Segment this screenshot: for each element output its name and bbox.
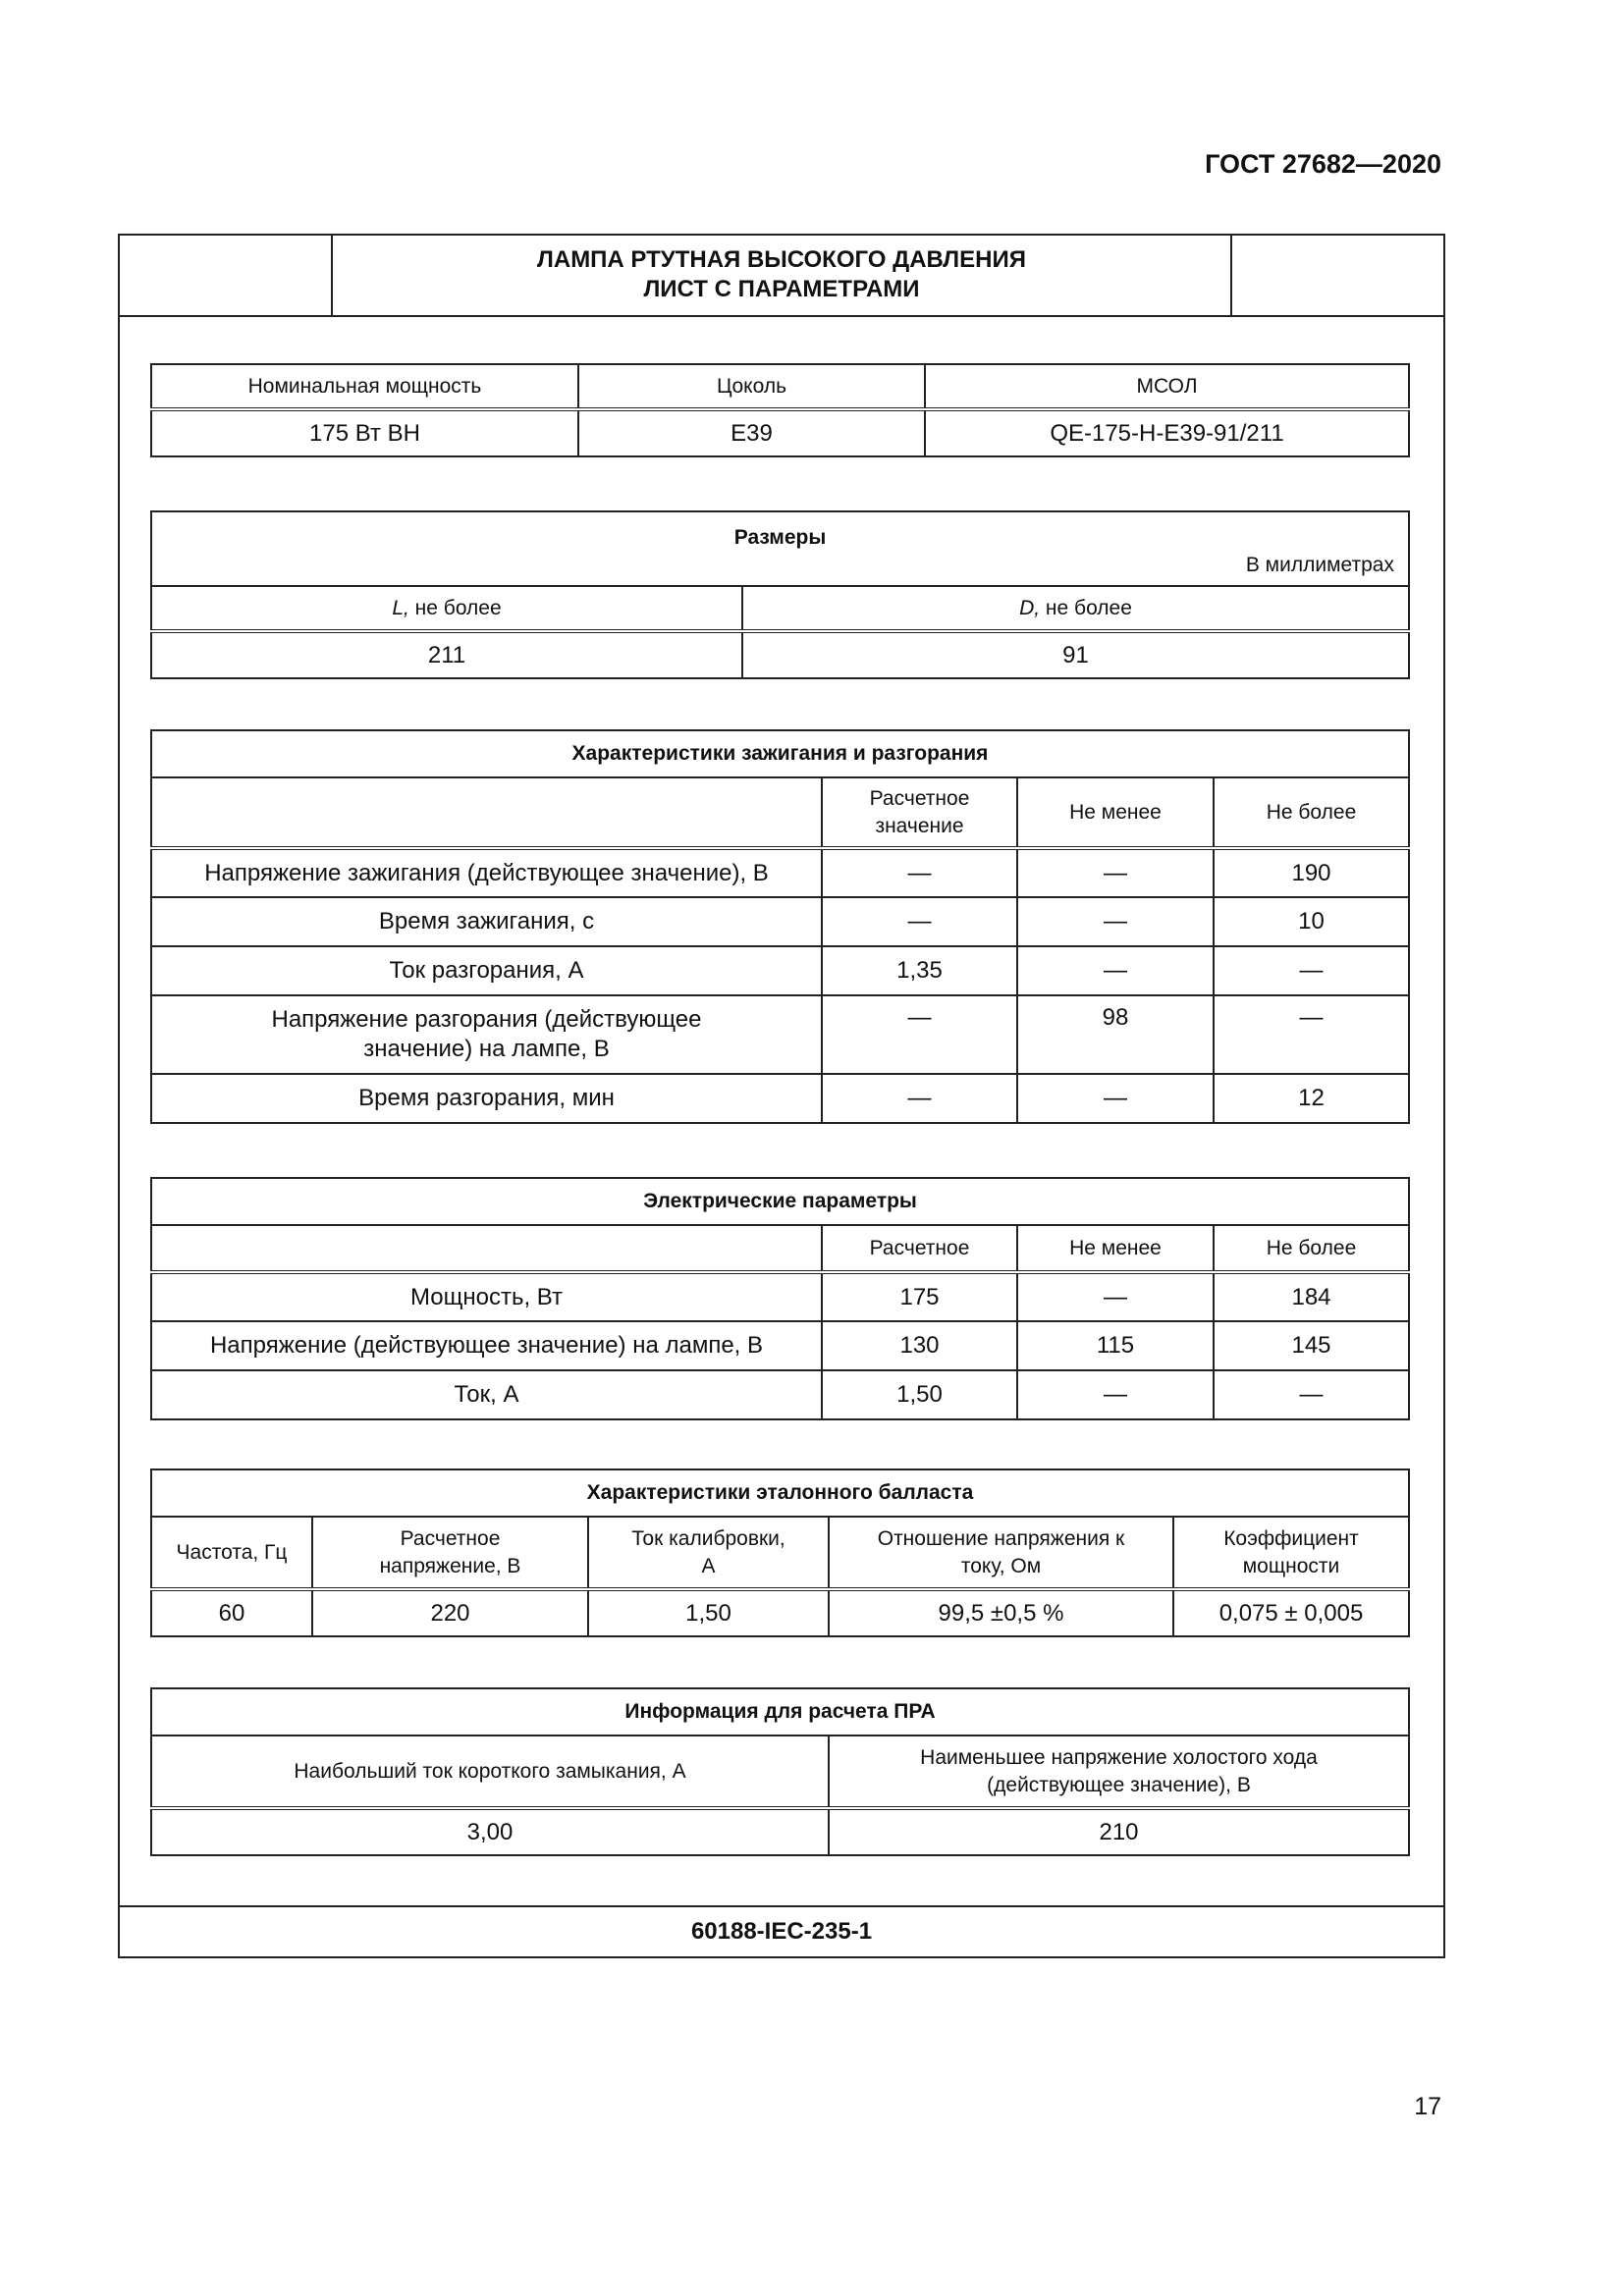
electrical-row-cell: 175 (822, 1272, 1017, 1321)
sheet-title (333, 245, 1230, 304)
dims-title: Размеры (733, 526, 827, 549)
electrical-row-cell: 145 (1214, 1321, 1409, 1370)
electrical-row-label: Мощность, Вт (151, 1272, 822, 1321)
electrical-row-cell: — (1017, 1370, 1214, 1419)
header-left-cell (120, 236, 333, 315)
table-row (151, 1074, 1409, 1123)
header-right-cell (1230, 236, 1443, 315)
ident-header-code: МСОЛ (925, 364, 1409, 409)
ident-value-code: QE-175-H-E39-91/211 (925, 409, 1409, 456)
dims-value-l: 211 (151, 631, 742, 678)
electrical-row-label: Напряжение (действующее значение) на лампе, В (151, 1321, 822, 1370)
ballast-value-ratio: 99,5 ±0,5 % (829, 1589, 1173, 1636)
dims-d-rest: не более (1040, 596, 1132, 619)
ignition-row-cell: — (1017, 897, 1214, 946)
ignition-header-max: Не более (1214, 777, 1409, 848)
ignition-header-min: Не менее (1017, 777, 1214, 848)
ignition-row-label: Ток разгорания, А (151, 946, 822, 995)
ignition-header-blank (151, 777, 822, 848)
ignition-row-cell: 190 (1214, 848, 1409, 897)
ballast-header-ratio: Отношение напряжения к току, Ом (829, 1517, 1173, 1589)
pra-table (150, 1687, 1410, 1856)
electrical-row-cell: 1,50 (822, 1370, 1017, 1419)
dims-l-var: L, (392, 596, 409, 619)
electrical-header-calc: Расчетное (822, 1225, 1017, 1272)
dims-header-l (151, 586, 742, 631)
page-number: 17 (1414, 2093, 1441, 2120)
electrical-row-cell: 115 (1017, 1321, 1214, 1370)
sheet-header (120, 236, 1443, 317)
ignition-row-label: Напряжение разгорания (действующее значение) на лампе, В (151, 995, 822, 1074)
ballast-title: Характеристики эталонного балласта (151, 1469, 1409, 1517)
pra-title: Информация для расчета ПРА (151, 1688, 1409, 1735)
table-row (151, 1272, 1409, 1321)
electrical-title: Электрические параметры (151, 1178, 1409, 1225)
ignition-row-cell: — (822, 897, 1017, 946)
sheet-title-line1: ЛАМПА РТУТНАЯ ВЫСОКОГО ДАВЛЕНИЯ (537, 246, 1026, 273)
dims-table (150, 510, 1410, 679)
ignition-row-cell: — (1017, 1074, 1214, 1123)
ignition-row-cell: 98 (1017, 995, 1214, 1074)
electrical-table (150, 1177, 1410, 1420)
ballast-value-frequency: 60 (151, 1589, 312, 1636)
table-row (151, 1370, 1409, 1419)
ignition-row-cell: — (1214, 946, 1409, 995)
ballast-table (150, 1468, 1410, 1637)
ident-table (150, 363, 1410, 457)
pra-header-voltage: Наименьшее напряжение холостого хода (действующее значение), В (829, 1735, 1409, 1808)
dims-l-rest: не более (408, 596, 502, 619)
ignition-title: Характеристики зажигания и разгорания (151, 730, 1409, 777)
ignition-header-calc: Расчетное значение (822, 777, 1017, 848)
ignition-row-cell: — (822, 995, 1017, 1074)
ident-header-cap: Цоколь (578, 364, 925, 409)
ballast-value-voltage: 220 (312, 1589, 588, 1636)
ignition-row-cell: 10 (1214, 897, 1409, 946)
electrical-header-min: Не менее (1017, 1225, 1214, 1272)
sheet-footer-code: 60188-IEC-235-1 (120, 1905, 1443, 1956)
ballast-value-pf: 0,075 ± 0,005 (1173, 1589, 1409, 1636)
electrical-row-cell: — (1017, 1272, 1214, 1321)
table-row (151, 1321, 1409, 1370)
ident-value-power: 175 Вт ВН (151, 409, 578, 456)
ballast-header-current: Ток калибровки, А (588, 1517, 829, 1589)
pra-value-current: 3,00 (151, 1808, 829, 1855)
electrical-header-blank (151, 1225, 822, 1272)
ignition-row-cell: — (1017, 946, 1214, 995)
ignition-row-cell: — (1214, 995, 1409, 1074)
electrical-row-label: Ток, А (151, 1370, 822, 1419)
table-row (151, 995, 1409, 1074)
ignition-table (150, 729, 1410, 1124)
table-row (151, 848, 1409, 897)
electrical-row-cell: 130 (822, 1321, 1017, 1370)
dims-d-var: D, (1019, 596, 1041, 619)
ident-header-power: Номинальная мощность (151, 364, 578, 409)
ignition-row-cell: 12 (1214, 1074, 1409, 1123)
dims-header-d (742, 586, 1409, 631)
electrical-row-cell: — (1214, 1370, 1409, 1419)
ballast-value-current: 1,50 (588, 1589, 829, 1636)
pra-value-voltage: 210 (829, 1808, 1409, 1855)
dims-value-d: 91 (742, 631, 1409, 678)
ballast-header-pf: Коэффициент мощности (1173, 1517, 1409, 1589)
ignition-row-cell: 1,35 (822, 946, 1017, 995)
ignition-row-label: Напряжение зажигания (действующее значение), В (151, 848, 822, 897)
pra-header-current: Наибольший ток короткого замыкания, А (151, 1735, 829, 1808)
ignition-row-cell: — (822, 1074, 1017, 1123)
dims-title-cell (151, 511, 1409, 586)
sheet-title-line2: ЛИСТ С ПАРАМЕТРАМИ (643, 276, 920, 302)
ignition-row-label: Время разгорания, мин (151, 1074, 822, 1123)
standard-code: ГОСТ 27682—2020 (1205, 149, 1441, 179)
ignition-row-cell: — (822, 848, 1017, 897)
ballast-header-voltage: Расчетное напряжение, В (312, 1517, 588, 1589)
dims-unit: В миллиметрах (1245, 554, 1394, 576)
ignition-row-label: Время зажигания, с (151, 897, 822, 946)
electrical-header-max: Не более (1214, 1225, 1409, 1272)
electrical-row-cell: 184 (1214, 1272, 1409, 1321)
table-row (151, 897, 1409, 946)
table-row (151, 946, 1409, 995)
ignition-row-cell: — (1017, 848, 1214, 897)
parameter-sheet-frame (118, 234, 1445, 1958)
ident-value-cap: E39 (578, 409, 925, 456)
ballast-header-frequency: Частота, Гц (151, 1517, 312, 1589)
